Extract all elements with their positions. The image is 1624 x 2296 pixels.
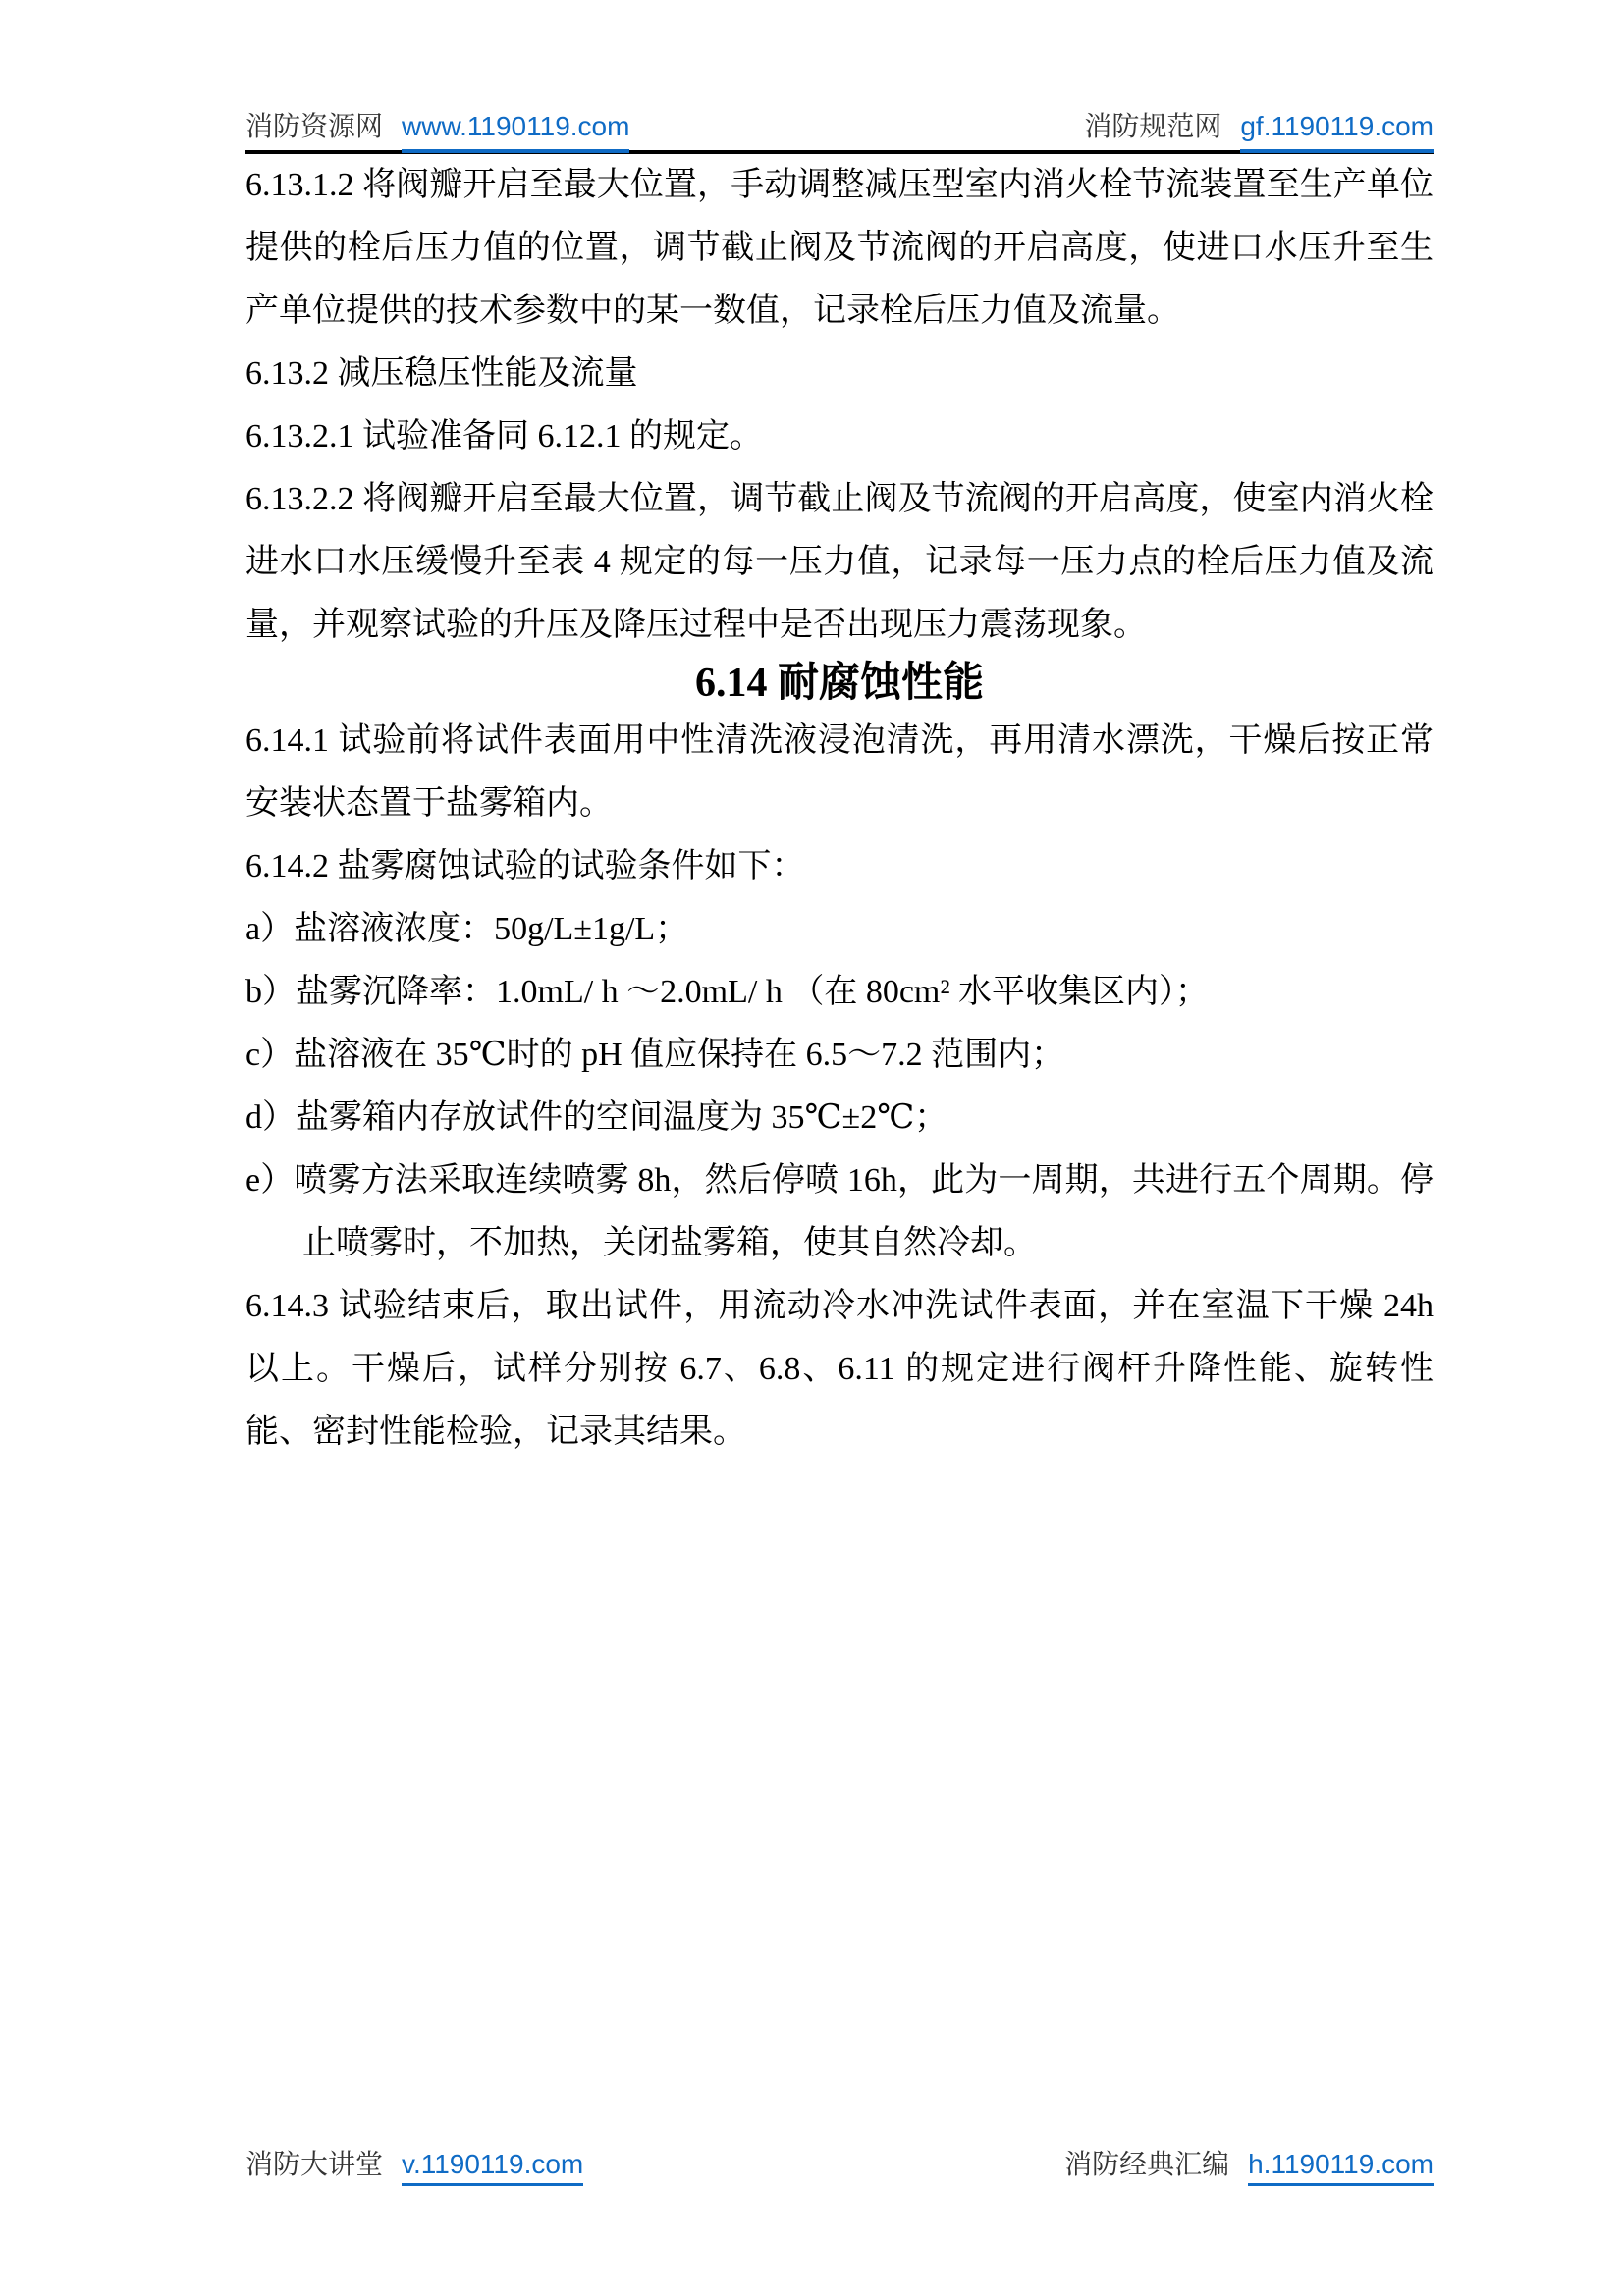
paragraph-6-13-1-2: 6.13.1.2 将阀瓣开启至最大位置，手动调整减压型室内消火栓节流装置至生产单位提供的栓后压力值的位置，调节截止阀及节流阀的开启高度，使进口水压升至生产单位提供的技术参数中的某一数值，记录栓后压力值及流量。 bbox=[245, 167, 1434, 329]
paragraph-6-14-1: 6.14.1 试验前将试件表面用中性清洗液浸泡清洗，再用清水漂洗，干燥后按正常安装状态置于盐雾箱内。 bbox=[245, 722, 1434, 822]
subsection-heading-6-13-2: 6.13.2 减压稳压性能及流量 bbox=[245, 355, 638, 392]
header-left-link[interactable]: www.1190119.com bbox=[402, 111, 630, 141]
page-header bbox=[245, 110, 1434, 154]
paragraph-6-14-3: 6.14.3 试验结束后，取出试件，用流动冷水冲洗试件表面，并在室温下干燥 24h 以上。干燥后，试样分别按 6.7、6.8、6.11 的规定进行阀杆升降性能、旋转性能、密封性能检验，记录其结果。 bbox=[245, 1288, 1434, 1450]
list-item-e: e）喷雾方法采取连续喷雾 8h，然后停喷 16h，此为一周期，共进行五个周期。停止喷雾时，不加热，关闭盐雾箱，使其自然冷却。 bbox=[245, 1162, 1434, 1261]
section-heading-6-14: 6.14 耐腐蚀性能 bbox=[694, 661, 984, 706]
condition-list bbox=[245, 898, 1434, 1275]
paragraph-6-13-2-2: 6.13.2.2 将阀瓣开启至最大位置，调节截止阀及节流阀的开启高度，使室内消火栓进水口水压缓慢升至表 4 规定的每一压力值，记录每一压力点的栓后压力值及流量，并观察试验的升压及降压过程中是否出现压力震荡现象。 bbox=[245, 481, 1434, 643]
page-footer bbox=[245, 2148, 1434, 2186]
list-item-a: a）盐溶液浓度：50g/L±1g/L； bbox=[245, 911, 689, 947]
header-right-label: 消防规范网 bbox=[1084, 112, 1222, 142]
header-left-group bbox=[245, 110, 629, 144]
list-item-d: d）盐雾箱内存放试件的空间温度为 35℃±2℃； bbox=[245, 1099, 948, 1136]
footer-right-link[interactable]: h.1190119.com bbox=[1248, 2148, 1434, 2186]
list-item-c: c）盐溶液在 35℃时的 pH 值应保持在 6.5～7.2 范围内； bbox=[245, 1037, 1065, 1073]
header-right-link[interactable]: gf.1190119.com bbox=[1240, 111, 1434, 141]
header-right-group bbox=[1084, 110, 1434, 144]
footer-right-label: 消防经典汇编 bbox=[1064, 2150, 1230, 2180]
footer-left-link[interactable]: v.1190119.com bbox=[402, 2148, 583, 2186]
document-body bbox=[245, 154, 1434, 1464]
paragraph-6-14-2: 6.14.2 盐雾腐蚀试验的试验条件如下： bbox=[245, 848, 805, 884]
footer-left-group bbox=[245, 2148, 583, 2186]
footer-left-label: 消防大讲堂 bbox=[245, 2150, 384, 2180]
list-item-b: b）盐雾沉降率：1.0mL/ h ～2.0mL/ h （在 80cm² 水平收集区内）； bbox=[245, 974, 1210, 1010]
footer-right-group bbox=[1064, 2148, 1434, 2186]
header-left-label: 消防资源网 bbox=[245, 112, 384, 142]
paragraph-6-13-2-1: 6.13.2.1 试验准备同 6.12.1 的规定。 bbox=[245, 418, 763, 454]
